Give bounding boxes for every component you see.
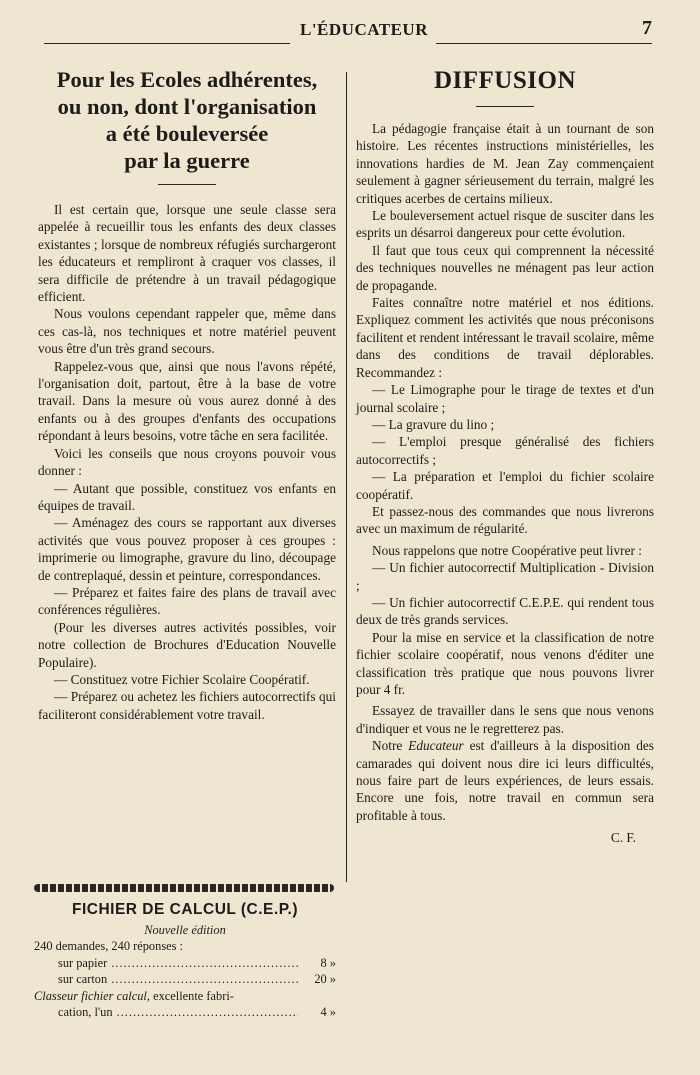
- para-start: Notre: [372, 738, 409, 754]
- paragraph: — Le Limographe pour le tirage de textes et d'un journal scolaire ;: [356, 382, 654, 415]
- signature: C. F.: [610, 830, 636, 846]
- paragraph: Et passez-nous des commandes que nous livrerons avec un maximum de régularité.: [356, 503, 654, 537]
- price-value: 8 »: [320, 955, 336, 970]
- price-row: [34, 1004, 336, 1021]
- price-value: 20 »: [314, 972, 336, 986]
- left-column: [38, 66, 336, 723]
- title-rule: [476, 106, 534, 107]
- ad-box: [34, 900, 336, 1021]
- leader-dots: [111, 971, 298, 988]
- headline-rule: [158, 184, 216, 185]
- ad-subtitle: Nouvelle édition: [144, 922, 226, 937]
- price-row: [34, 971, 336, 988]
- price-label: cation, l'un: [58, 1005, 113, 1019]
- paragraph-educateur: [356, 737, 654, 824]
- paragraph: — La préparation et l'emploi du fichier scolaire coopératif.: [356, 469, 654, 502]
- left-body: [38, 201, 336, 723]
- paragraph: (Pour les diverses autres activités possibles, voir notre collection de Brochures d'Education Nouvelle Populaire).: [38, 619, 336, 670]
- paragraph: Pour la mise en service et la classification de notre fichier scolaire coopératif, nous venons d'éditer une classification très pratique que nous pouvons livrer pour 4 fr.: [356, 629, 654, 697]
- paragraph: Il est certain que, lorsque une seule classe sera appelée à recueillir tous les enfants des deux classes existantes ; lorsque de nombreux réfugiés surchargeront les éducateurs et rempliront à craquer vos classes, il sera difficile de prétendre à un travail pédagogique efficient.: [38, 202, 336, 305]
- header-rule-right: [436, 43, 652, 44]
- headline-line: Pour les Ecoles adhérentes,: [56, 67, 318, 92]
- price-label: sur papier: [58, 955, 108, 970]
- classeur-label: Classeur fichier calcul,: [34, 988, 150, 1003]
- educateur-italic: Educateur: [408, 738, 464, 754]
- paragraph: — Aménagez des cours se rapportant aux diverses activités que vous pouvez proposer à ces groupes : imprimerie ou limographe, gravure du lino, découpage de contreplaqué, dessin et peinture, correspondances.: [38, 515, 336, 583]
- paragraph: Nous voulons cependant rappeler que, même dans ces cas-là, nos techniques et notre matériel peuvent vous être d'un très grand secours.: [38, 306, 336, 357]
- right-title: DIFFUSION: [433, 67, 576, 94]
- leader-dots: [111, 955, 298, 972]
- headline-line: par la guerre: [124, 148, 250, 173]
- paragraph: Faites connaître notre matériel et nos éditions. Expliquez comment les activités que nous préconisons facilitent et rendent intéressant le travail scolaire, même dans des conditions de travail déplorables. Recommandez :: [356, 295, 654, 380]
- ad-title: FICHIER DE CALCUL (C.E.P.): [72, 901, 298, 918]
- right-column: [356, 66, 654, 846]
- paragraph: Essayez de travailler dans le sens que nous venons d'indiquer et vous ne le regretterez pas.: [356, 703, 654, 736]
- paragraph: — Préparez et faites faire des plans de travail avec conférences régulières.: [38, 584, 336, 618]
- ad-line: 240 demandes, 240 réponses :: [34, 939, 184, 953]
- price-value: 4 »: [320, 1005, 336, 1019]
- para-rest: est d'ailleurs à la disposition des camarades qui doivent nous dire ici leurs difficultés, nous faire part de leurs expériences, de leurs essais. Encore une fois, notre travail en commun sera profitable à tous.: [356, 738, 654, 823]
- right-body: [356, 120, 654, 824]
- paragraph: — Préparez ou achetez les fichiers autocorrectifs qui faciliteront considérablement votre travail.: [38, 689, 336, 722]
- header-rule-left: [44, 43, 290, 44]
- price-row: [34, 955, 336, 972]
- classeur-rest: excellente fabri-: [149, 988, 234, 1003]
- paragraph: — L'emploi presque généralisé des fichiers autocorrectifs ;: [356, 434, 654, 467]
- paragraph: La pédagogie française était à un tournant de son histoire. Les récentes instructions ministérielles, les innovations hardies de M. Jean Zay commençaient seulement à gagner sérieusement du terrain, malgré les critiques acerbes de certains milieux.: [356, 121, 654, 206]
- ornamental-border: [34, 884, 334, 892]
- price-label: sur carton: [58, 972, 108, 986]
- paragraph: Rappelez-vous que, ainsi que nous l'avons répété, l'organisation doit, partout, être à la base de votre travail. Dans la mesure où vous aurez donné à des enfants ou à des groupes d'enfants des occupations répondant à leurs besoins, votre tâche en sera facilitée.: [38, 358, 336, 444]
- classeur-line: [34, 988, 336, 1005]
- headline-line: ou non, dont l'organisation: [57, 94, 317, 119]
- paragraph: Le bouleversement actuel risque de susciter dans les esprits un désarroi dangereux pour cette évolution.: [356, 208, 654, 241]
- paragraph: Nous rappelons que notre Coopérative peut livrer :: [372, 542, 642, 558]
- running-head: L'ÉDUCATEUR: [300, 20, 428, 39]
- column-divider: [346, 72, 347, 882]
- leader-dots: [117, 1004, 298, 1021]
- paragraph: — La gravure du lino ;: [372, 416, 495, 432]
- page-number: 7: [642, 17, 652, 39]
- paragraph: — Autant que possible, constituez vos enfants en équipes de travail.: [38, 480, 336, 513]
- headline-line: a été bouleversée: [105, 121, 269, 146]
- left-headline: [38, 66, 336, 174]
- paragraph: — Un fichier autocorrectif Multiplication - Division ;: [356, 560, 654, 593]
- paragraph: Voici les conseils que nous croyons pouvoir vous donner :: [38, 445, 336, 479]
- paragraph: Il faut que tous ceux qui comprennent la nécessité des techniques nouvelles ne ménagent pas leur action de propagande.: [356, 242, 654, 293]
- paragraph: — Constituez votre Fichier Scolaire Coopératif.: [54, 671, 310, 687]
- paragraph: — Un fichier autocorrectif C.E.P.E. qui rendent tous deux de très grands services.: [356, 594, 654, 628]
